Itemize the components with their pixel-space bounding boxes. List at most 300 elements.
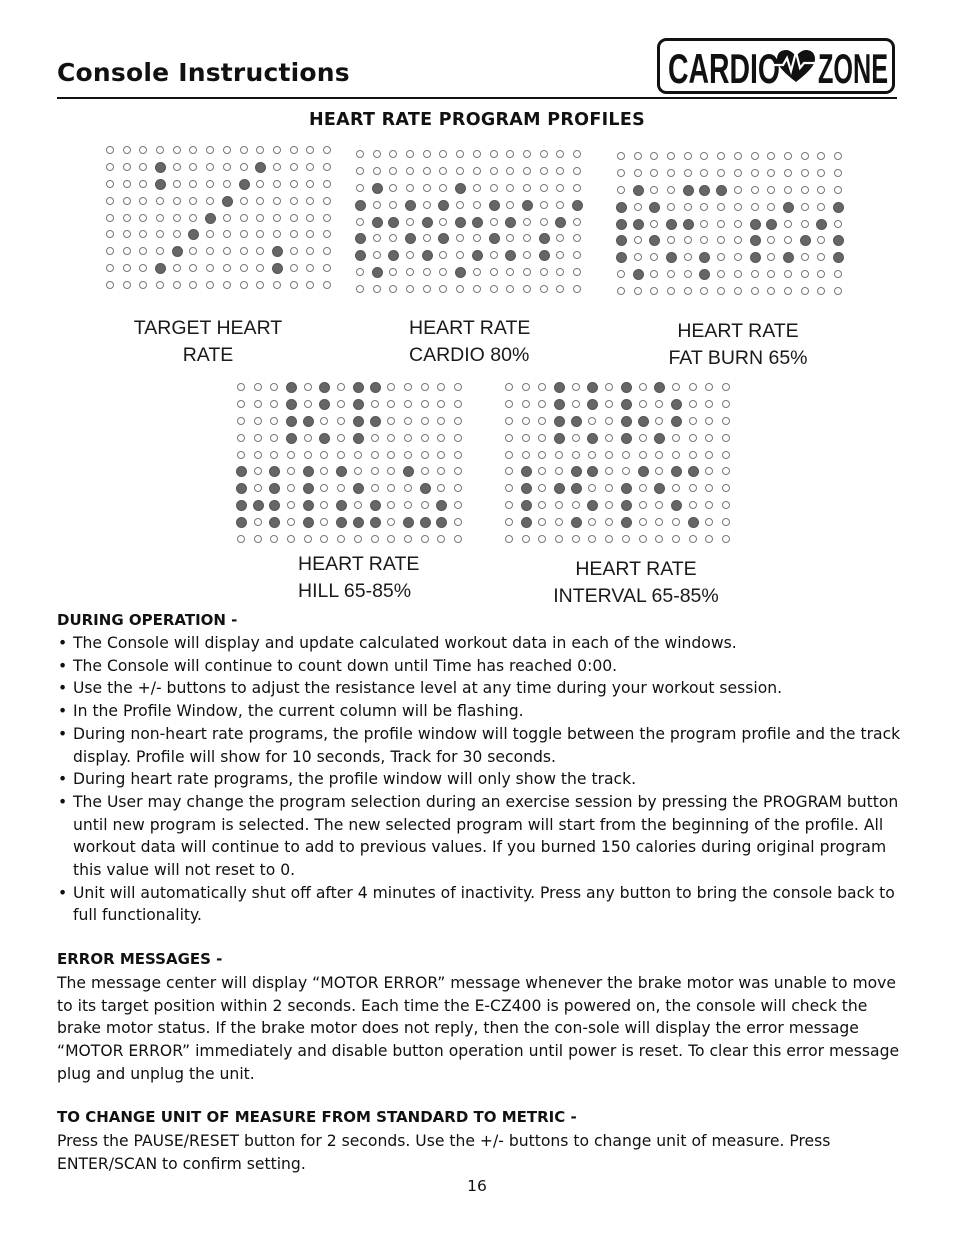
profile-dot [505,383,513,391]
profile-dot [373,251,381,259]
profile-dot [622,467,630,475]
profile-dot [689,484,697,492]
profile-dot [387,383,395,391]
profile-dot [404,400,412,408]
profile-dot [556,150,564,158]
profile-dot [256,264,264,272]
profile-dot [437,535,445,543]
profile-dot [522,400,530,408]
profile-dot [572,400,580,408]
profile-dot [439,184,447,192]
profile-dot [538,417,546,425]
profile-dot [290,214,298,222]
profile-dot [323,163,331,171]
profile-dot-lit [455,183,466,194]
profile-dot [290,146,298,154]
profile-dot [223,163,231,171]
profile-dot [404,484,412,492]
profile-dot [389,184,397,192]
section-title: HEART RATE PROGRAM PROFILES [308,110,646,130]
profile-dot-lit [554,483,565,494]
profile-dot [106,230,114,238]
profile-dot [722,434,730,442]
profile-dot [555,451,563,459]
profile-dot-lit [269,466,280,477]
profile-dot [705,535,713,543]
profile-dot [672,383,680,391]
list-item: • The User may change the program selection during an exercise session by pressing the PROGRAM button until new program is selected. The new selected program will start from the beginning of the profile. All workout data will continue to add to previous values. If you burned 150 calories during original program this value will not reset to 0. [57,791,907,882]
profile-dot-lit [455,217,466,228]
profile-dot-lit [370,416,381,427]
profile-dot [454,535,462,543]
profile-dot [655,518,663,526]
profile-dot-lit [688,466,699,477]
profile-dot [290,247,298,255]
profile-dot-lit [654,483,665,494]
profile-dot [490,167,498,175]
profile-matrix-interval [505,383,731,544]
profile-dot [237,383,245,391]
profile-dot [139,281,147,289]
profile-dot [705,434,713,442]
profile-dot [123,146,131,154]
profile-dot [605,501,613,509]
profile-label-target-heart-rate [108,315,308,369]
profile-dot-lit [269,517,280,528]
profile-dot [273,146,281,154]
profile-matrix-fat-burn [617,152,843,296]
profile-dot [270,451,278,459]
profile-dot [290,281,298,289]
profile-dot [123,214,131,222]
profile-dot [123,180,131,188]
profile-dot-lit [353,399,364,410]
profile-dot-lit [353,483,364,494]
profile-dot [684,236,692,244]
profile-dot [273,230,281,238]
profile-dot [505,535,513,543]
profile-dot [173,180,181,188]
profile-dot-lit [355,233,366,244]
profile-dot [223,281,231,289]
profile-dot [573,268,581,276]
profile-dot [506,184,514,192]
profile-dot [700,169,708,177]
profile-dot [801,253,809,261]
profile-dot-lit [654,382,665,393]
profile-dot-lit [286,416,297,427]
profile-dot-lit [472,217,483,228]
profile-dot-lit [571,483,582,494]
profile-dot [421,501,429,509]
profile-dot [667,287,675,295]
profile-dot [834,169,842,177]
profile-dot [605,535,613,543]
profile-dot [505,417,513,425]
profile-dot [356,150,364,158]
profile-dot-lit [286,399,297,410]
profile-dot [240,264,248,272]
profile-dot [406,150,414,158]
profile-dot [270,417,278,425]
profile-dot [371,451,379,459]
profile-dot [523,268,531,276]
profile-dot [306,163,314,171]
profile-dot [538,484,546,492]
cardio-zone-logo [657,38,895,94]
profile-dot-lit [554,433,565,444]
profile-dot-lit [303,517,314,528]
profile-label-line: HEART RATE [409,317,531,339]
error-messages-heading: ERROR MESSAGES - [57,950,223,968]
profile-dot [173,214,181,222]
profile-dot [540,285,548,293]
profile-dot [473,201,481,209]
profile-dot [389,285,397,293]
profile-dot [106,214,114,222]
profile-dot [306,230,314,238]
profile-dot [254,467,262,475]
profile-dot [717,220,725,228]
profile-dot [371,484,379,492]
profile-label-line: INTERVAL 65-85% [553,585,719,607]
profile-dot [387,501,395,509]
profile-dot [667,270,675,278]
profile-dot [456,150,464,158]
profile-dot [439,218,447,226]
profile-dot [705,383,713,391]
profile-dot-lit [403,517,414,528]
profile-dot [556,167,564,175]
profile-dot [306,264,314,272]
profile-dot [639,451,647,459]
profile-dot [717,253,725,261]
profile-dot [306,214,314,222]
profile-dot [206,163,214,171]
profile-dot [320,535,328,543]
profile-dot [106,180,114,188]
profile-dot [717,236,725,244]
profile-dot-lit [303,500,314,511]
profile-dot [437,400,445,408]
profile-dot [705,484,713,492]
profile-dot [173,197,181,205]
profile-dot [784,236,792,244]
profile-dot [406,285,414,293]
profile-dot [667,169,675,177]
profile-dot [572,451,580,459]
profile-dot [423,201,431,209]
profile-dot [689,417,697,425]
profile-dot [371,400,379,408]
profile-dot [505,501,513,509]
profile-dot [421,467,429,475]
profile-dot-lit [436,517,447,528]
profile-dot [700,287,708,295]
profile-dot [106,163,114,171]
profile-dot [722,484,730,492]
metric-heading: TO CHANGE UNIT OF MEASURE FROM STANDARD TO METRIC - [57,1108,577,1126]
profile-dot-lit [699,185,710,196]
profile-dot [240,214,248,222]
profile-dot [206,180,214,188]
profile-dot [817,236,825,244]
profile-dot-lit [554,382,565,393]
profile-dot [456,251,464,259]
profile-dot [439,251,447,259]
profile-dot [156,230,164,238]
profile-dot [106,264,114,272]
profile-dot [437,451,445,459]
profile-dot [437,484,445,492]
profile-dot [454,434,462,442]
profile-dot-lit [272,246,283,257]
profile-dot [287,484,295,492]
profile-dot-lit [571,466,582,477]
profile-dot-lit [671,416,682,427]
profile-dot [421,400,429,408]
profile-dot [240,230,248,238]
profile-dot [722,383,730,391]
profile-dot [705,467,713,475]
profile-dot [734,203,742,211]
profile-dot [256,281,264,289]
profile-dot-lit [833,202,844,213]
profile-dot [722,535,730,543]
profile-dot [556,285,564,293]
profile-dot [254,417,262,425]
profile-dot [323,264,331,272]
profile-dot [834,220,842,228]
profile-dot [650,169,658,177]
profile-dot-lit [571,416,582,427]
profile-dot [555,518,563,526]
profile-dot [389,201,397,209]
profile-dot-lit [699,252,710,263]
profile-dot [323,230,331,238]
profile-dot [139,180,147,188]
profile-dot-lit [188,229,199,240]
profile-dot [323,214,331,222]
profile-dot [522,451,530,459]
profile-dot [734,169,742,177]
profile-label-line: HEART RATE [575,558,697,580]
profile-dot [287,501,295,509]
profile-dot [540,218,548,226]
profile-dot [437,467,445,475]
profile-dot [801,169,809,177]
profile-dot [700,220,708,228]
profile-dot [337,535,345,543]
profile-dot [106,247,114,255]
profile-dot-lit [336,500,347,511]
profile-dot-lit [438,233,449,244]
profile-dot [617,270,625,278]
profile-dot [767,152,775,160]
profile-dot-lit [422,217,433,228]
profile-dot [490,285,498,293]
profile-dot [817,186,825,194]
profile-dot-lit [621,416,632,427]
profile-label-line: FAT BURN 65% [668,347,808,369]
profile-dot [505,484,513,492]
profile-dot-lit [372,267,383,278]
profile-dot [123,247,131,255]
profile-dot [423,184,431,192]
profile-dot [290,264,298,272]
profile-dot-lit [239,179,250,190]
profile-dot [767,186,775,194]
profile-dot [689,400,697,408]
profile-dot [722,467,730,475]
profile-dot [320,518,328,526]
profile-dot [506,167,514,175]
profile-dot-lit [253,500,264,511]
profile-dot-lit [222,196,233,207]
profile-dot [622,535,630,543]
profile-dot [306,247,314,255]
profile-dot [456,167,464,175]
profile-dot [389,150,397,158]
logo-text-right: ZONE [818,45,888,92]
profile-dot-lit [370,500,381,511]
profile-label-interval [536,556,736,610]
profile-dot [538,383,546,391]
profile-dot [767,287,775,295]
profile-dot [490,268,498,276]
profile-dot [337,417,345,425]
profile-dot [639,383,647,391]
profile-dot [123,281,131,289]
profile-dot [423,285,431,293]
profile-dot-lit [388,250,399,261]
profile-dot [538,451,546,459]
profile-dot [490,251,498,259]
profile-dot [354,467,362,475]
profile-dot [634,152,642,160]
profile-dot [650,270,658,278]
profile-dot [256,180,264,188]
profile-dot [389,268,397,276]
profile-dot-lit [370,382,381,393]
profile-dot [421,434,429,442]
logo-text-left: CARDIO [668,45,780,92]
profile-dot [273,163,281,171]
profile-dot-lit [833,252,844,263]
profile-dot-lit [236,466,247,477]
profile-dot [237,417,245,425]
profile-dot-lit [633,185,644,196]
profile-dot-lit [683,185,694,196]
profile-dot [223,247,231,255]
profile-dot [538,518,546,526]
profile-dot [373,150,381,158]
profile-dot [522,434,530,442]
profile-dot [767,203,775,211]
profile-dot [273,214,281,222]
profile-dot [717,169,725,177]
profile-dot [573,285,581,293]
profile-dot [684,270,692,278]
profile-dot [490,150,498,158]
profile-dot [555,535,563,543]
profile-dot [206,264,214,272]
profile-dot [406,167,414,175]
profile-dot [717,287,725,295]
profile-dot [751,152,759,160]
profile-dot [304,434,312,442]
page-title: Console Instructions [57,58,350,87]
profile-dot [538,467,546,475]
profile-dot [287,467,295,475]
profile-dot [356,218,364,226]
profile-dot [784,186,792,194]
profile-dot [834,287,842,295]
profile-dot-lit [403,466,414,477]
profile-label-line: HILL 65-85% [298,580,412,602]
profile-dot [256,230,264,238]
profile-dot [801,270,809,278]
profile-dot-lit [521,500,532,511]
profile-dot-lit [671,500,682,511]
list-item: • In the Profile Window, the current column will be flashing. [57,700,907,723]
profile-dot [834,186,842,194]
profile-dot-lit [554,416,565,427]
profile-dot [189,281,197,289]
profile-dot [834,270,842,278]
profile-dot [323,146,331,154]
profile-dot-lit [800,235,811,246]
profile-dot-lit [621,500,632,511]
profile-dot-lit [172,246,183,257]
profile-dot [423,268,431,276]
profile-dot [650,220,658,228]
profile-dot [689,434,697,442]
profile-dot [556,201,564,209]
profile-label-cardio [409,315,530,369]
profile-dot-lit [236,500,247,511]
profile-dot [588,417,596,425]
profile-dot-lit [616,202,627,213]
profile-dot [700,203,708,211]
profile-dot [290,230,298,238]
profile-dot [672,434,680,442]
profile-dot [650,287,658,295]
profile-dot [734,152,742,160]
profile-dot-lit [688,517,699,528]
profile-dot [540,268,548,276]
profile-dot [667,203,675,211]
profile-dot [373,285,381,293]
profile-dot [320,467,328,475]
profile-dot [237,400,245,408]
profile-dot-lit [766,219,777,230]
profile-dot [700,236,708,244]
profile-dot [387,451,395,459]
profile-dot [523,285,531,293]
profile-dot [506,285,514,293]
profile-dot [655,501,663,509]
profile-dot-lit [420,517,431,528]
profile-dot-lit [539,250,550,261]
profile-dot [650,186,658,194]
profile-dot [189,247,197,255]
profile-dot [254,484,262,492]
profile-dot [684,152,692,160]
profile-label-line: HEART RATE [298,553,420,575]
profile-dot [801,220,809,228]
profile-dot [639,518,647,526]
